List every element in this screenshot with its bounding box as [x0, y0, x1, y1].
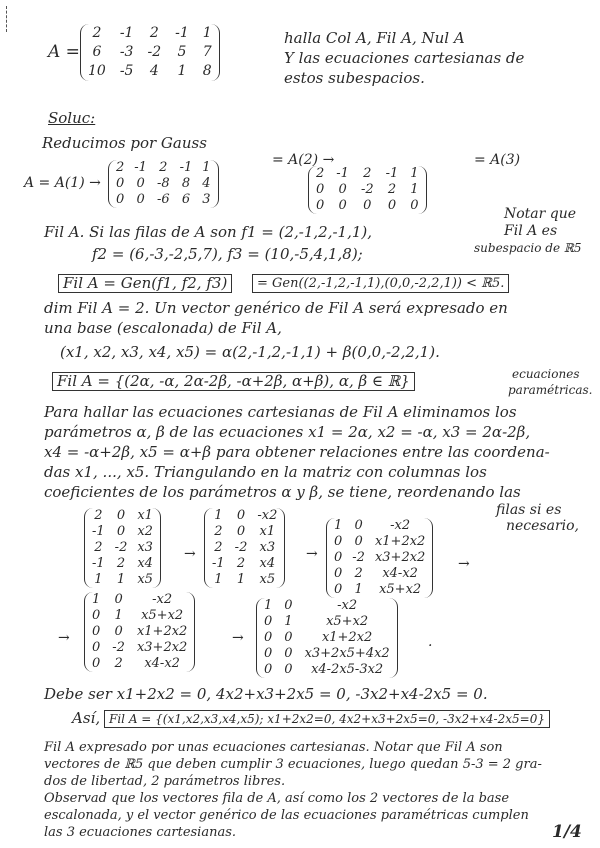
augmented-matrix-cell: x4	[259, 556, 276, 571]
cart-line-2: parámetros α, β de las ecuaciones x1 = 2α, x2 = -α, x3 = 2α-2β,	[44, 423, 531, 441]
augmented-matrix-cell: 1	[92, 592, 101, 607]
matrix-a-cell: 5	[177, 44, 187, 60]
matrix-a2-cell: 1	[410, 166, 419, 181]
augmented-matrix-cell: -1	[92, 524, 105, 539]
augmented-matrix-cell: x3	[137, 540, 153, 555]
cart-note-1: filas si es	[496, 502, 562, 518]
augmented-matrix-cell: x1	[259, 524, 276, 539]
matrix-a2-cell: -1	[385, 166, 399, 181]
matrix-a2-cell: 0	[338, 198, 347, 213]
augmented-matrix-2	[204, 508, 285, 588]
solution-title: Soluc:	[48, 109, 96, 127]
augmented-matrix-cell: 0	[264, 646, 273, 661]
augmented-matrix-cell: -x2	[390, 518, 411, 533]
arrow-5: →	[232, 630, 244, 646]
augmented-matrix-cell: 0	[116, 508, 126, 523]
fila-basis-box: = Gen((2,-1,2,-1,1),(0,0,-2,2,1)) < ℝ5.	[252, 274, 509, 293]
augmented-matrix-cell: 1	[214, 508, 223, 523]
augmented-matrix-cell: 2	[94, 508, 103, 523]
matrix-a-cell: -2	[147, 44, 162, 60]
augmented-matrix-cell: -2	[112, 640, 125, 655]
matrix-a-cell: -3	[119, 44, 134, 60]
closing-line-3: dos de libertad, 2 parámetros libres.	[44, 774, 286, 789]
matrix-a2-cell: 2	[363, 166, 372, 181]
augmented-matrix-cell: x2	[137, 524, 153, 539]
arrow-1: →	[184, 546, 196, 562]
fila-note-2: Fil A es	[504, 223, 558, 239]
matrix-a1-cell: 6	[181, 192, 191, 207]
augmented-matrix-cell: 0	[264, 630, 273, 645]
augmented-matrix-cell: x3	[259, 540, 276, 555]
augmented-matrix-cell: 0	[114, 624, 123, 639]
dim-line-1: dim Fil A = 2. Un vector genérico de Fil A será expresado en	[44, 299, 508, 317]
augmented-matrix-cell: x4	[137, 556, 153, 571]
augmented-matrix-cell: 2	[114, 656, 123, 671]
augmented-matrix-cell: -2	[234, 540, 248, 555]
augmented-matrix-cell: 1	[236, 572, 246, 587]
augmented-matrix-cell: 1	[354, 582, 363, 597]
augmented-matrix-cell: x5+x2	[141, 608, 184, 623]
augmented-matrix-cell: x3+2x2	[136, 640, 188, 655]
augmented-matrix-cell: 0	[114, 592, 123, 607]
augmented-matrix-cell: x5	[137, 572, 153, 587]
augmented-matrix-cell: 0	[334, 550, 343, 565]
cart-line-1: Para hallar las ecuaciones cartesianas de Fil A eliminamos los	[44, 403, 517, 421]
debe-ser-line: Debe ser x1+2x2 = 0, 4x2+x3+2x5 = 0, -3x2+x4-2x5 = 0.	[44, 685, 488, 703]
augmented-matrix-cell: x4-x2	[144, 656, 180, 671]
closing-line-1: Fil A expresado por unas ecuaciones cartesianas. Notar que Fil A son	[44, 740, 503, 755]
augmented-matrix-5	[256, 598, 398, 678]
augmented-matrix-cell: x4-2x5-3x2	[311, 662, 384, 677]
matrix-a2	[308, 166, 427, 214]
matrix-a2-cell: 0	[410, 198, 419, 213]
augmented-matrix-cell: x1	[137, 508, 153, 523]
augmented-matrix-cell: 1	[114, 608, 123, 623]
a3-label: = A(3)	[474, 152, 521, 168]
augmented-matrix-cell: 0	[284, 598, 293, 613]
matrix-a2-cell: -1	[336, 166, 349, 181]
augmented-matrix-cell: 1	[334, 518, 343, 533]
matrix-a2-cell: 0	[363, 198, 372, 213]
period-mark: .	[428, 634, 433, 650]
augmented-matrix-cell: 2	[214, 524, 223, 539]
closing-line-4: Observad que los vectores fila de A, así como los 2 vectores de la base	[44, 791, 510, 806]
fila-line-2: f2 = (6,-3,-2,5,7), f3 = (10,-5,4,1,8);	[92, 245, 363, 263]
matrix-a-cell: -1	[119, 25, 134, 41]
matrix-a-cell: -1	[175, 25, 189, 41]
matrix-a-cell: 10	[88, 63, 106, 79]
augmented-matrix-cell: 0	[334, 582, 343, 597]
matrix-a1-cell: 0	[136, 192, 145, 207]
fila-gen-box: Fil A = Gen(f1, f2, f3)	[58, 274, 232, 293]
fila-line-1: Fil A. Si las filas de A son f1 = (2,-1,2,-1,1),	[44, 223, 373, 241]
cart-line-5: coeficientes de los parámetros α y β, se tiene, reordenando las	[44, 483, 521, 501]
augmented-matrix-cell: x5+x2	[326, 614, 369, 629]
augmented-matrix-cell: x1+2x2	[374, 534, 426, 549]
fila-note-3: subespacio de ℝ5	[474, 241, 582, 255]
matrix-a2-cell: 2	[387, 182, 397, 197]
matrix-a1-cell: -6	[156, 192, 170, 207]
arrow-4: →	[58, 630, 70, 646]
augmented-matrix-cell: 0	[264, 614, 273, 629]
augmented-matrix-cell: x1+2x2	[136, 624, 188, 639]
augmented-matrix-cell: 0	[284, 646, 293, 661]
matrix-a-label: A =	[48, 42, 80, 62]
augmented-matrix-cell: 0	[92, 608, 101, 623]
augmented-matrix-cell: 2	[354, 566, 363, 581]
page-number: 1/4	[552, 822, 582, 842]
augmented-matrix-cell: 0	[92, 624, 101, 639]
augmented-matrix-cell: x1+2x2	[321, 630, 373, 645]
augmented-matrix-3	[326, 518, 433, 598]
augmented-matrix-cell: 1	[284, 614, 293, 629]
matrix-a1-cell: 8	[181, 176, 191, 191]
augmented-matrix-cell: 1	[94, 572, 103, 587]
cart-note-2: necesario,	[506, 518, 580, 534]
closing-line-5: escalonada, y el vector genérico de las ecuaciones paramétricas cumplen	[44, 808, 529, 823]
augmented-matrix-cell: -2	[352, 550, 365, 565]
matrix-a-cell: 4	[149, 63, 159, 79]
matrix-a1-cell: 0	[116, 192, 125, 207]
augmented-matrix-cell: -x2	[152, 592, 173, 607]
task-line-1: halla Col A, Fil A, Nul A	[284, 29, 465, 47]
augmented-matrix-cell: -2	[114, 540, 128, 555]
matrix-a-cell: 8	[202, 63, 212, 79]
augmented-matrix-cell: 0	[264, 662, 273, 677]
augmented-matrix-cell: 2	[214, 540, 223, 555]
augmented-matrix-cell: -1	[92, 556, 105, 571]
dim-line-2: una base (escalonada) de Fil A,	[44, 319, 282, 337]
a2-label: = A(2) →	[272, 152, 335, 168]
asi-label: Así,	[72, 709, 101, 727]
cart-line-4: das x1, ..., x5. Triangulando en la matriz con columnas los	[44, 463, 487, 481]
matrix-a2-cell: 1	[410, 182, 419, 197]
augmented-matrix-cell: 0	[116, 524, 126, 539]
augmented-matrix-cell: x3+2x5+4x2	[304, 646, 390, 661]
augmented-matrix-cell: 0	[334, 566, 343, 581]
matrix-a2-cell: 0	[338, 182, 347, 197]
parametric-box: Fil A = {(2α, -α, 2α-2β, -α+2β, α+β), α, β ∈ ℝ}	[52, 372, 415, 391]
cart-line-3: x4 = -α+2β, x5 = α+β para obtener relaciones entre las coordena-	[44, 443, 550, 461]
task-line-2: Y las ecuaciones cartesianas de	[284, 49, 525, 67]
augmented-matrix-cell: 0	[236, 508, 246, 523]
matrix-a-cell: 2	[149, 25, 159, 41]
matrix-a1-cell: 2	[159, 160, 168, 175]
arrow-2: →	[306, 546, 318, 562]
parametric-note-2: paramétricas.	[508, 383, 593, 397]
matrix-a1-cell: 0	[136, 176, 145, 191]
arrow-3: →	[458, 556, 470, 572]
parametric-note-1: ecuaciones	[512, 367, 580, 381]
augmented-matrix-cell: 0	[236, 524, 246, 539]
augmented-matrix-cell: 0	[284, 662, 293, 677]
augmented-matrix-cell: 2	[236, 556, 246, 571]
augmented-matrix-cell: 0	[92, 640, 101, 655]
generic-vector: (x1, x2, x3, x4, x5) = α(2,-1,2,-1,1) + β(0,0,-2,2,1).	[60, 343, 440, 361]
closing-line-2: vectores de ℝ5 que deben cumplir 3 ecuaciones, luego quedan 5-3 = 2 gra-	[44, 757, 542, 772]
augmented-matrix-cell: x3+2x2	[374, 550, 426, 565]
matrix-a-cell: 6	[92, 44, 102, 60]
matrix-a1-cell: 3	[202, 192, 211, 207]
augmented-matrix-cell: x5+x2	[379, 582, 422, 597]
augmented-matrix-cell: 0	[354, 518, 363, 533]
augmented-matrix-cell: 0	[284, 630, 293, 645]
matrix-a1	[108, 160, 219, 208]
augmented-matrix-cell: 1	[214, 572, 223, 587]
matrix-a1-cell: -1	[179, 160, 193, 175]
closing-line-6: las 3 ecuaciones cartesianas.	[44, 825, 237, 840]
augmented-matrix-cell: 1	[116, 572, 126, 587]
matrix-a2-cell: 0	[387, 198, 397, 213]
augmented-matrix-cell: -x2	[337, 598, 358, 613]
matrix-a1-cell: -1	[134, 160, 147, 175]
margin-mark	[6, 6, 9, 32]
matrix-a-cell: 1	[177, 63, 187, 79]
matrix-a2-cell: 0	[316, 182, 325, 197]
matrix-a1-cell: 2	[116, 160, 125, 175]
matrix-a2-cell: 0	[316, 198, 325, 213]
matrix-a	[80, 24, 220, 81]
augmented-matrix-1	[84, 508, 161, 588]
matrix-a-cell: 2	[92, 25, 102, 41]
matrix-a-cell: 1	[202, 25, 212, 41]
augmented-matrix-cell: 1	[264, 598, 273, 613]
augmented-matrix-cell: -x2	[257, 508, 278, 523]
a1-label: A = A(1) →	[24, 175, 101, 191]
augmented-matrix-cell: x5	[259, 572, 276, 587]
matrix-a1-cell: 0	[116, 176, 125, 191]
matrix-a2-cell: 2	[316, 166, 325, 181]
matrix-a1-cell: -8	[156, 176, 170, 191]
augmented-matrix-cell: x4-x2	[382, 566, 418, 581]
matrix-a2-cell: -2	[360, 182, 374, 197]
augmented-matrix-cell: 0	[92, 656, 101, 671]
final-cartesian-box: Fil A = {(x1,x2,x3,x4,x5); x1+2x2=0, 4x2+x3+2x5=0, -3x2+x4-2x5=0}	[104, 710, 550, 728]
gauss-line: Reducimos por Gauss	[42, 134, 207, 152]
augmented-matrix-cell: -1	[212, 556, 225, 571]
task-line-3: estos subespacios.	[284, 69, 425, 87]
fila-note-1: Notar que	[504, 206, 577, 222]
matrix-a1-cell: 4	[202, 176, 211, 191]
augmented-matrix-cell: 2	[94, 540, 103, 555]
augmented-matrix-cell: 0	[334, 534, 343, 549]
matrix-a-cell: -5	[119, 63, 134, 79]
matrix-a-cell: 7	[202, 44, 212, 60]
augmented-matrix-4	[84, 592, 195, 672]
matrix-a1-cell: 1	[202, 160, 211, 175]
augmented-matrix-cell: 0	[354, 534, 363, 549]
augmented-matrix-cell: 2	[116, 556, 126, 571]
